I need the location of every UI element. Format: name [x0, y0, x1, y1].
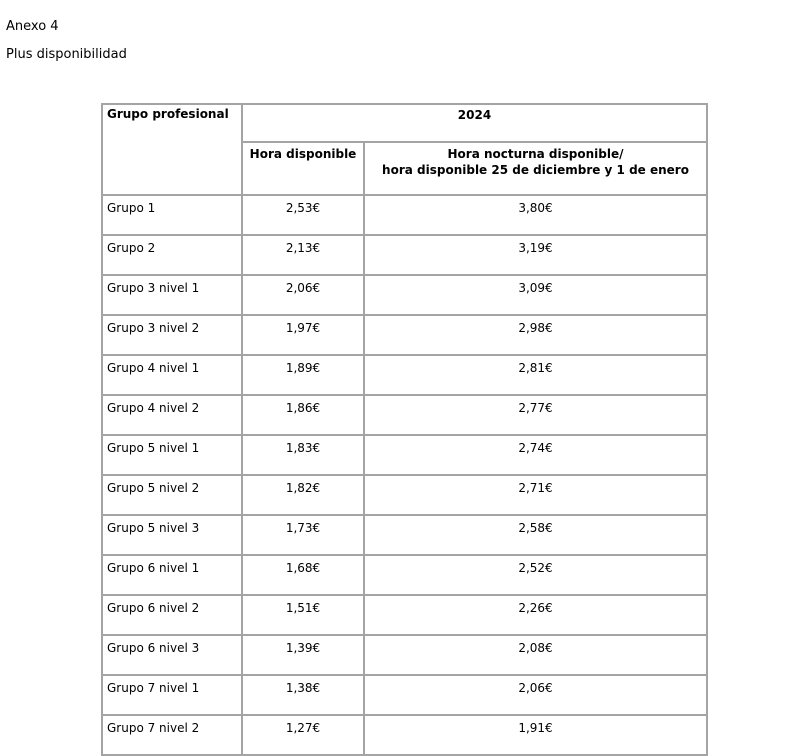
- header-night-hour: [364, 142, 707, 195]
- hour-available-cell: 1,83€: [242, 435, 364, 475]
- night-hour-cell: 2,06€: [364, 675, 707, 715]
- table-row: [102, 635, 707, 675]
- night-hour-cell: 1,91€: [364, 715, 707, 755]
- group-cell: Grupo 6 nivel 1: [102, 555, 242, 595]
- table-row: [102, 315, 707, 355]
- header-year: 2024: [242, 104, 707, 142]
- night-hour-cell: 2,98€: [364, 315, 707, 355]
- group-cell: Grupo 3 nivel 2: [102, 315, 242, 355]
- hour-available-cell: 1,68€: [242, 555, 364, 595]
- table-row: [102, 675, 707, 715]
- night-hour-cell: 2,77€: [364, 395, 707, 435]
- night-hour-cell: 2,81€: [364, 355, 707, 395]
- table-row: [102, 555, 707, 595]
- group-cell: Grupo 6 nivel 3: [102, 635, 242, 675]
- table-row: [102, 235, 707, 275]
- hour-available-cell: 2,53€: [242, 195, 364, 235]
- hour-available-cell: 1,39€: [242, 635, 364, 675]
- table-row: [102, 395, 707, 435]
- hour-available-cell: 1,86€: [242, 395, 364, 435]
- group-cell: Grupo 6 nivel 2: [102, 595, 242, 635]
- hour-available-cell: 1,38€: [242, 675, 364, 715]
- group-cell: Grupo 3 nivel 1: [102, 275, 242, 315]
- table-body: [102, 195, 707, 755]
- night-hour-cell: 2,08€: [364, 635, 707, 675]
- header-night-line-1: Hora nocturna disponible/: [447, 147, 624, 161]
- table-row: [102, 595, 707, 635]
- group-cell: Grupo 4 nivel 1: [102, 355, 242, 395]
- header-night-line-2: hora disponible 25 de diciembre y 1 de enero: [382, 163, 689, 177]
- annex-number: Anexo 4: [6, 19, 59, 34]
- hour-available-cell: 1,51€: [242, 595, 364, 635]
- hour-available-cell: 2,13€: [242, 235, 364, 275]
- hour-available-cell: 2,06€: [242, 275, 364, 315]
- table-row: [102, 355, 707, 395]
- hour-available-cell: 1,73€: [242, 515, 364, 555]
- table-row: [102, 275, 707, 315]
- availability-bonus-table: [101, 103, 708, 756]
- night-hour-cell: 2,26€: [364, 595, 707, 635]
- header-group-profesional: Grupo profesional: [102, 104, 242, 195]
- table-row: [102, 435, 707, 475]
- table-header: [102, 104, 707, 195]
- night-hour-cell: 2,71€: [364, 475, 707, 515]
- group-cell: Grupo 4 nivel 2: [102, 395, 242, 435]
- group-cell: Grupo 7 nivel 1: [102, 675, 242, 715]
- hour-available-cell: 1,97€: [242, 315, 364, 355]
- night-hour-cell: 2,74€: [364, 435, 707, 475]
- table-row: [102, 515, 707, 555]
- annex-title: Plus disponibilidad: [6, 47, 127, 62]
- table-row: [102, 715, 707, 755]
- table-row: [102, 195, 707, 235]
- night-hour-cell: 3,19€: [364, 235, 707, 275]
- hour-available-cell: 1,89€: [242, 355, 364, 395]
- night-hour-cell: 2,58€: [364, 515, 707, 555]
- night-hour-cell: 2,52€: [364, 555, 707, 595]
- group-cell: Grupo 7 nivel 2: [102, 715, 242, 755]
- hour-available-cell: 1,27€: [242, 715, 364, 755]
- group-cell: Grupo 5 nivel 1: [102, 435, 242, 475]
- night-hour-cell: 3,09€: [364, 275, 707, 315]
- group-cell: Grupo 5 nivel 2: [102, 475, 242, 515]
- group-cell: Grupo 1: [102, 195, 242, 235]
- header-hour-available: Hora disponible: [242, 142, 364, 195]
- table-row: [102, 475, 707, 515]
- hour-available-cell: 1,82€: [242, 475, 364, 515]
- group-cell: Grupo 2: [102, 235, 242, 275]
- group-cell: Grupo 5 nivel 3: [102, 515, 242, 555]
- night-hour-cell: 3,80€: [364, 195, 707, 235]
